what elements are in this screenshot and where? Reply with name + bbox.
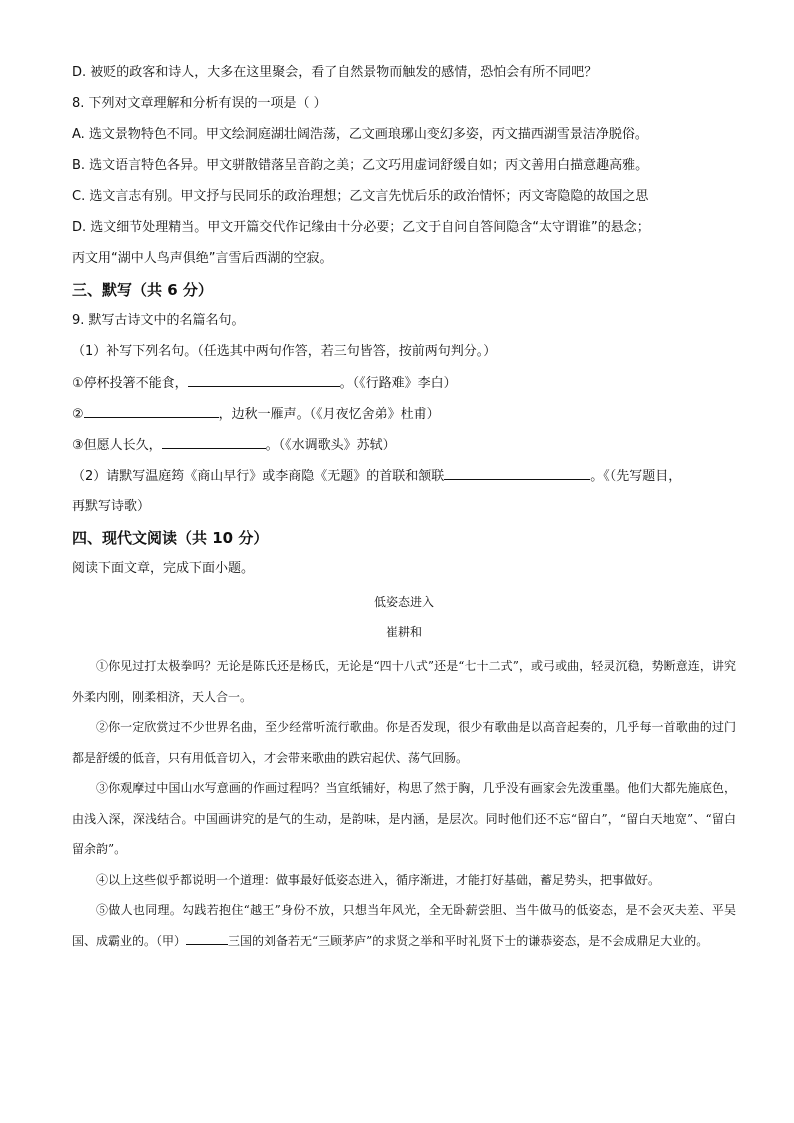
q9-item2-suffix: ，边秋一雁声。（《月夜忆舍弟》杜甫） (218, 407, 440, 422)
q9-item3 (72, 434, 736, 465)
q8-option-c: C. 选文言志有别。甲文抒与民同乐的政治理想；乙文言先忧后乐的政治情怀；丙文寄隐隐的故国之思 (72, 189, 649, 204)
q8-option-d-line2: 丙文用“湖中人鸟声俱绝”言雪后西湖的空寂。 (72, 251, 333, 266)
reading-instruction: 阅读下面文章，完成下面小题。 (72, 561, 255, 576)
answer-blank-4[interactable] (444, 465, 590, 480)
answer-blank-1[interactable] (188, 372, 340, 387)
section4-title: 四、现代文阅读（共 10 分） (72, 529, 269, 547)
article-author: 崔耕和 (385, 625, 422, 639)
article-paragraph-3: ③你观摩过中国山水写意画的作画过程吗？当宣纸铺好，构思了然于胸，几乎没有画家会先泼重墨。他们大都先施底色，由浅入深，深浅结合。中国画讲究的是气的生动，是韵味，是内涵，是层次。同时他们还不忘“留白”，“留白天地宽”、“留白留余韵”。 (72, 781, 736, 856)
article-paragraph-2: ②你一定欣赏过不少世界名曲，至少经常听流行歌曲。你是否发现，很少有歌曲是以高音起奏的，几乎每一首歌曲的过门都是舒缓的低音，只有用低音切入，才会带来歌曲的跌宕起伏、荡气回肠。 (72, 720, 736, 765)
section3-title: 三、默写（共 6 分） (72, 281, 213, 299)
q9-sub2-prefix: （2）请默写温庭筠《商山早行》或李商隐《无题》的首联和颔联 (72, 469, 445, 484)
article-title: 低姿态进入 (373, 595, 434, 609)
q9-item2 (72, 403, 736, 434)
q9-sub1: （1）补写下列名句。（任选其中两句作答，若三句皆答，按前两句判分。） (72, 344, 497, 359)
q9-stem: 9. 默写古诗文中的名篇名句。 (72, 313, 245, 328)
q9-item1-prefix: ①停杯投箸不能食， (72, 376, 188, 391)
q7-option-d: D. 被贬的政客和诗人，大多在这里聚会，看了自然景物而触发的感情，恐怕会有所不同吧？ (72, 65, 598, 80)
q8-option-d-line1: D. 选文细节处理精当。甲文开篇交代作记缘由十分必要；乙文于自问自答间隐含“太守谓谁”的悬念； (72, 220, 650, 235)
q9-sub2 (72, 465, 736, 496)
article-paragraph-5 (72, 895, 736, 956)
q9-item1 (72, 372, 736, 403)
q9-item3-suffix: 。（《水调歌头》苏轼） (265, 438, 396, 453)
q8-option-b: B. 选文语言特色各异。甲文骈散错落呈音韵之美；乙文巧用虚词舒缓自如；丙文善用白描意趣高雅。 (72, 158, 649, 173)
q9-item3-prefix: ③但愿人长久， (72, 438, 162, 453)
answer-blank-jia[interactable] (186, 932, 228, 945)
answer-blank-2[interactable] (84, 403, 219, 418)
q8-stem: 8. 下列对文章理解和分析有误的一项是（ ） (72, 96, 327, 111)
q8-option-a: A. 选文景物特色不同。甲文绘洞庭湖壮阔浩荡，乙文画琅琊山变幻多姿，丙文描西湖雪景洁净脱俗。 (72, 127, 648, 142)
q9-item1-suffix: 。（《行路难》李白） (339, 376, 457, 391)
article-paragraph-4: ④以上这些似乎都说明一个道理：做事最好低姿态进入，循序渐进，才能打好基础，蓄足势头，把事做好。 (96, 872, 661, 887)
q9-sub2-suffix: 。《（先写题目， (590, 469, 682, 484)
paragraph-5-part-2: 三国的刘备若无“三顾茅庐”的求贤之举和平时礼贤下士的谦恭姿态，是不会成鼎足大业的。 (228, 933, 709, 948)
article-paragraph-1: ①你见过打太极拳吗？无论是陈氏还是杨氏，无论是“四十八式”还是“七十二式”，或弓或曲，轻灵沉稳，势断意连，讲究外柔内刚，刚柔相济，天人合一。 (72, 659, 736, 704)
paragraph-5-part-1: ⑤做人也同理。勾践若抱住“越王”身份不放，只想当年风光，全无卧薪尝胆、当牛做马的低姿态，是不会灭夫差、平吴国、成霸业的。（甲） (72, 903, 736, 948)
q9-item2-prefix: ② (72, 407, 84, 422)
q9-sub2-continued: 再默写诗歌） (72, 499, 151, 514)
answer-blank-3[interactable] (162, 434, 266, 449)
